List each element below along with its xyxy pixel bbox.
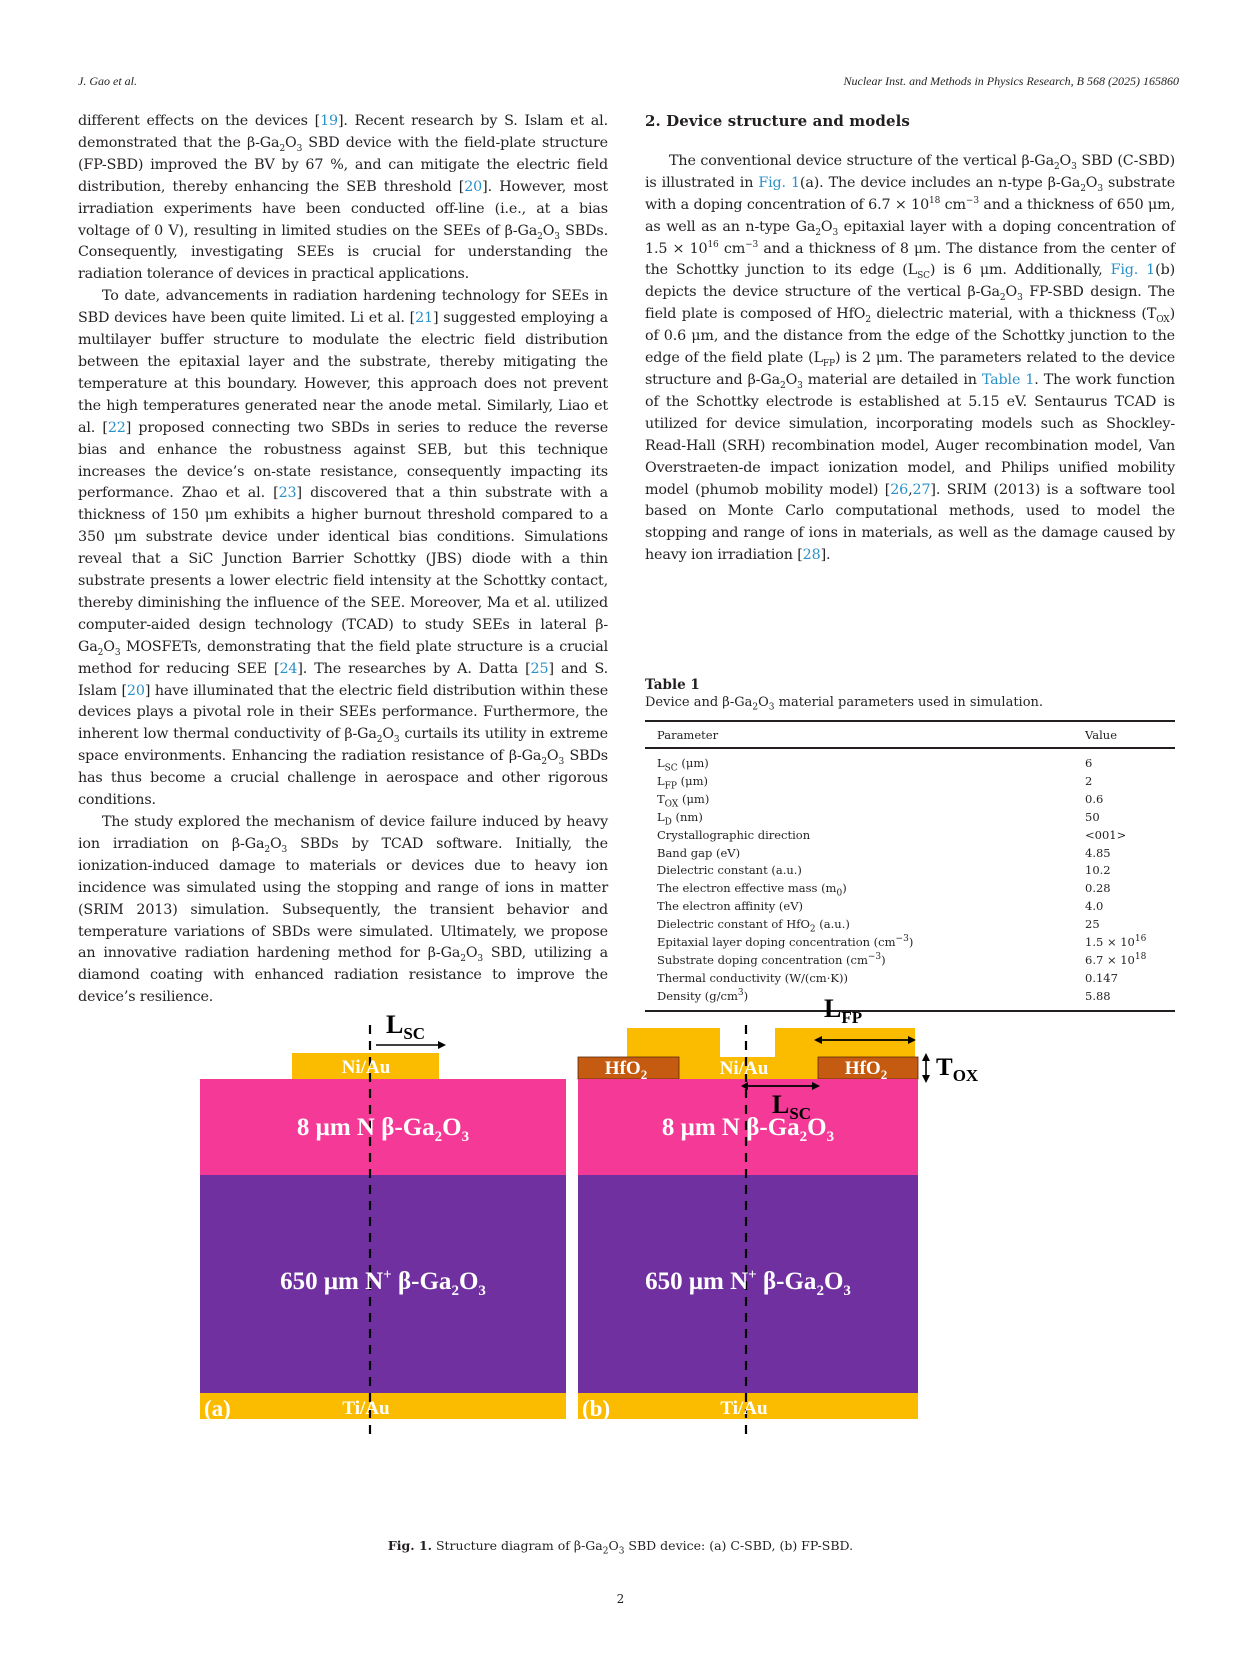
- left-column: [78, 111, 608, 1009]
- subscript: 2: [780, 380, 786, 391]
- value-text: 6.7 × 10: [1085, 952, 1135, 967]
- table-title: Table 1: [645, 677, 700, 693]
- table-header-row: [645, 721, 1175, 748]
- citation-link[interactable]: 19: [320, 113, 338, 129]
- text: material are detailed in: [802, 371, 982, 388]
- text: ] proposed connecting two SBDs in series to reduce the reverse bias and enhance the robustness against SEB, but this technique increases the device’s on-state resistance, consequently impacting its performance. Zhao et al. [: [78, 419, 609, 502]
- citation-link[interactable]: 20: [464, 178, 483, 195]
- text: (a). The device includes an n-type β-Ga: [799, 174, 1081, 191]
- oxide-right-label-b: HfO$_2$: [844, 1058, 888, 1082]
- table-caption: [645, 694, 1175, 712]
- text: (b) depicts the device structure of the vertical β-Ga: [645, 262, 1175, 301]
- subscript: 2: [999, 293, 1006, 304]
- subscript: 3: [1071, 161, 1077, 172]
- value-cell: [1073, 970, 1175, 988]
- panel-a: [200, 1010, 566, 1437]
- text: dielectric material, with a thickness (T: [870, 306, 1157, 323]
- substrate-label-b: 650 μm N+ $\beta-Ga_2O_3$: [645, 1267, 851, 1299]
- parameter-text: L: [657, 773, 665, 788]
- citation-link[interactable]: 24: [279, 660, 298, 677]
- panel-label-b: (b): [582, 1396, 611, 1421]
- text: cm: [718, 240, 746, 257]
- text: O: [465, 945, 478, 962]
- subscript: 3: [797, 380, 803, 391]
- parameter-text: Dielectric constant of HfO: [657, 917, 810, 932]
- subscript: 2: [97, 647, 104, 658]
- figure-link[interactable]: Fig. 1: [1110, 262, 1156, 279]
- parameter-unit: ): [842, 881, 847, 896]
- parameter-text: Epitaxial layer doping concentration (cm: [657, 935, 896, 950]
- text: O: [269, 835, 282, 852]
- parameter-unit: (μm): [678, 791, 710, 806]
- epi-label-a: 8 μm N $\beta-Ga_2O_3$: [296, 1114, 470, 1145]
- text: SBDs by TCAD software. Initially, the ionization-induced damage to materials or devices due to heavy ion incidence was simulated using the stopping and range of ions in matter (SRIM 2013) simulation. Subsequently, the transient behavior and temperature variations of SBDs were simulated. Ultimately, we propose an innovative radiation hardening method for β-Ga: [78, 835, 608, 962]
- subscript: 3: [832, 227, 839, 238]
- superscript: 16: [707, 239, 719, 250]
- parameter-unit: (μm): [677, 756, 709, 770]
- section-heading: 2. Device structure and models: [645, 112, 910, 130]
- superscript: −3: [867, 952, 882, 963]
- table-row: [645, 970, 1175, 988]
- subscript: 2: [537, 231, 543, 242]
- value-cell: [1073, 773, 1175, 791]
- arrow-head-icon: [438, 1041, 446, 1049]
- text: Device and β-Ga: [645, 695, 753, 710]
- table-row: [645, 952, 1175, 970]
- subscript: 2: [1080, 183, 1086, 194]
- text: ] suggested employing a multilayer buffer structure to modulate the electric field distribution between the epitaxial layer and the substrate, thereby mitigating the temperature at this boundary. However, this approach does not prevent the high temperatures generated near the anode metal. Similarly, Liao et al. [: [78, 310, 609, 436]
- column-header-value: Value: [1073, 721, 1175, 748]
- table-1: [645, 676, 1175, 1012]
- value-text: 10.2: [1085, 863, 1111, 878]
- parameter-cell: [645, 934, 1073, 952]
- subscript: FP: [664, 781, 677, 792]
- anode-label-b: Ni/Au: [719, 1058, 769, 1079]
- parameter-text: The electron affinity (eV): [657, 899, 804, 914]
- subscript: SC: [917, 271, 930, 282]
- lfp-label-b: $L_{FP}$: [824, 994, 863, 1027]
- subscript: 3: [281, 844, 288, 855]
- text: FP-SBD design. The field plate is composed of HfO: [645, 284, 1175, 323]
- subscript: OX: [1156, 315, 1170, 326]
- figure-label: Fig. 1.: [387, 1538, 432, 1553]
- parameter-cell: [645, 916, 1073, 934]
- value-cell: [1073, 952, 1175, 970]
- text: SBD (C-SBD) is illustrated in: [645, 152, 1175, 191]
- lsc-label-b: $L_{SC}$: [772, 1090, 812, 1123]
- value-text: 5.88: [1085, 988, 1111, 1003]
- value-cell: [1073, 916, 1175, 934]
- text: material parameters used in simulation.: [774, 695, 1044, 710]
- subscript: 3: [554, 231, 560, 242]
- subscript: 3: [1097, 183, 1103, 194]
- parameter-cell: [645, 748, 1073, 773]
- text: substrate with a doping concentration of 6.7 × 10: [645, 174, 1175, 213]
- parameter-text: L: [657, 756, 665, 770]
- parameter-cell: [645, 845, 1073, 863]
- value-text: <001>: [1085, 827, 1127, 842]
- parameter-cell: [645, 898, 1073, 916]
- citation-link[interactable]: 23: [278, 485, 297, 502]
- text: ]. Recent research by S. Islam et al. demonstrated that the β-Ga: [78, 113, 609, 151]
- panel-b: [578, 994, 979, 1437]
- anode-label-a: Ni/Au: [341, 1057, 391, 1078]
- text: ]. SRIM (2013) is a software tool based on Monte Carlo computational methods, used to model the stopping and range of ions in materials, as well as the damage caused by heavy ion irradiation [: [645, 481, 1175, 564]
- text: SBD device: (a) C-SBD, (b) FP-SBD.: [624, 1538, 854, 1553]
- table-row: [645, 898, 1175, 916]
- epi-label-b: 8 μm N $\beta-Ga_2O_3$: [661, 1114, 835, 1145]
- citation-link[interactable]: 26: [890, 481, 909, 498]
- subscript: 2: [809, 924, 816, 935]
- subscript: 2: [1053, 161, 1060, 172]
- right-column: [645, 111, 1175, 567]
- parameter-cell: [645, 862, 1073, 880]
- running-head-journal: Nuclear Inst. and Methods in Physics Research, B 568 (2025) 165860: [843, 74, 1179, 88]
- table-row: [645, 748, 1175, 773]
- text: O: [608, 1538, 619, 1553]
- subscript: FP: [822, 358, 835, 369]
- superscript: 3: [737, 987, 744, 998]
- text: O: [758, 695, 769, 710]
- text: ]. The researches by A. Datta [: [297, 660, 531, 677]
- subscript: 3: [296, 143, 303, 154]
- table-row: [645, 916, 1175, 934]
- superscript: −3: [965, 195, 979, 206]
- parameter-cell: [645, 952, 1073, 970]
- parameter-unit: (nm): [671, 809, 703, 824]
- value-text: 2: [1085, 773, 1093, 788]
- text: O: [1059, 152, 1072, 169]
- table-link[interactable]: Table 1: [981, 371, 1035, 388]
- table-row: [645, 845, 1175, 863]
- subscript: 2: [279, 143, 286, 154]
- subscript: 2: [752, 702, 759, 713]
- superscript: 16: [1134, 934, 1147, 945]
- table-row: [645, 934, 1175, 952]
- subscript: 2: [602, 1546, 609, 1557]
- arrow-head-icon: [922, 1075, 930, 1083]
- value-text: 4.85: [1085, 845, 1111, 860]
- text: O: [1005, 284, 1018, 301]
- value-text: 50: [1085, 809, 1100, 824]
- table-row: [645, 880, 1175, 898]
- figure-link[interactable]: Fig. 1: [758, 174, 800, 191]
- value-cell: [1073, 898, 1175, 916]
- subscript: 2: [541, 757, 547, 768]
- text: The conventional device structure of the vertical β-Ga: [669, 152, 1054, 169]
- parameter-text: Substrate doping concentration (cm: [657, 952, 868, 967]
- text: SBDs. Consequently, investigating SEEs is crucial for understanding the radiation tolerance of devices in practical applications.: [78, 222, 608, 283]
- value-cell: [1073, 845, 1175, 863]
- column-header-parameter: Parameter: [645, 721, 1073, 748]
- subscript: 2: [460, 954, 466, 965]
- parameter-cell: [645, 773, 1073, 791]
- text: MOSFETs, demonstrating that the field plate structure is a crucial method for reducing SEE [: [78, 638, 608, 677]
- text: O: [542, 222, 555, 239]
- text: Structure diagram of β-Ga: [432, 1538, 603, 1553]
- subscript: 2: [264, 844, 270, 855]
- citation-link[interactable]: 28: [802, 547, 821, 564]
- value-cell: [1073, 748, 1175, 773]
- parameter-cell: [645, 791, 1073, 809]
- parameter-cell: [645, 880, 1073, 898]
- subscript: 3: [477, 954, 483, 965]
- text: and a thickness of 8 μm. The distance from the center of the Schottky junction to its edge (L: [645, 240, 1175, 279]
- text: To date, advancements in radiation hardening technology for SEEs in SBD devices have been quite limited. Li et al. [: [78, 288, 608, 327]
- value-text: 0.28: [1085, 881, 1111, 896]
- value-cell: [1073, 827, 1175, 845]
- panel-label-a: (a): [204, 1396, 231, 1421]
- value-text: 1.5 × 10: [1085, 935, 1135, 950]
- cathode-label-b: Ti/Au: [720, 1398, 768, 1419]
- text: different effects on the devices [: [78, 113, 321, 129]
- subscript: 3: [618, 1546, 625, 1557]
- subscript: 3: [1017, 293, 1023, 304]
- parameter-text: T: [657, 791, 665, 806]
- tox-label-b: $T_{OX}$: [936, 1054, 979, 1085]
- value-cell: [1073, 791, 1175, 809]
- text: ) is 6 μm. Additionally,: [929, 262, 1111, 279]
- subscript: 3: [768, 702, 775, 713]
- lsc-label-a: $L_{SC}$: [386, 1010, 426, 1043]
- text: O: [546, 748, 559, 765]
- subscript: D: [664, 817, 672, 828]
- citation-link[interactable]: 20: [126, 682, 145, 699]
- subscript: 2: [865, 315, 871, 326]
- parameter-unit: ): [908, 935, 914, 950]
- parameter-cell: [645, 809, 1073, 827]
- substrate-label-a: 650 μm N+ $\beta-Ga_2O_3$: [280, 1267, 486, 1299]
- text: SBDs has thus become a crucial challenge in aerospace and other rigorous conditions.: [78, 748, 608, 809]
- figure-caption: [0, 1538, 1241, 1557]
- parameter-unit: ): [881, 952, 886, 967]
- parameter-text: Density (g/cm: [657, 988, 738, 1003]
- cathode-label-a: Ti/Au: [342, 1398, 390, 1419]
- parameter-unit: ): [743, 988, 749, 1003]
- text: O: [285, 134, 297, 151]
- superscript: −3: [745, 239, 759, 250]
- text: ] discovered that a thin substrate with a thickness of 150 μm exhibits a higher burnout threshold compared to a 350 μm substrate device under identical bias conditions. Simulations reveal that a SiC Junction Barrier Schottky (JBS) diode with a thin substrate presents a lower electric field intensity at the Schottky contact, thereby diminishing the influence of the SEE. Moreover, Ma et al. utilized computer-aided design technology (TCAD) to study SEEs in lateral β-Ga: [78, 485, 608, 655]
- parameter-text: Dielectric constant (a.u.): [657, 863, 802, 878]
- text: cm: [940, 196, 966, 213]
- subscript: 2: [376, 735, 383, 746]
- text: ) of 0.6 μm, and the distance from the edge of the Schottky junction to the edge of the field plate (L: [645, 306, 1175, 367]
- paragraph: [78, 812, 608, 1009]
- text: O: [785, 371, 798, 388]
- paragraph: [78, 286, 608, 812]
- subscript: 3: [393, 735, 400, 746]
- value-cell: [1073, 862, 1175, 880]
- text: ] and S. Islam [: [78, 660, 608, 699]
- text: O: [820, 218, 833, 235]
- text: SBD, utilizing a diamond coating with enhanced radiation resistance to improve the device’s resilience.: [78, 945, 608, 1006]
- running-head-authors: J. Gao et al.: [78, 74, 137, 88]
- subscript: OX: [664, 799, 679, 810]
- text: O: [103, 638, 115, 655]
- text: The study explored the mechanism of device failure induced by heavy ion irradiation on β-Ga: [78, 814, 608, 852]
- table-row: [645, 773, 1175, 791]
- table-row: [645, 988, 1175, 1011]
- value-text: 0.147: [1085, 970, 1118, 985]
- paragraph: [645, 151, 1175, 567]
- text: and a thickness of 650 μm, as well as an n-type Ga: [645, 196, 1175, 235]
- parameter-text: L: [657, 809, 665, 824]
- parameter-unit: (a.u.): [815, 917, 850, 932]
- subscript: 0: [836, 888, 843, 899]
- value-cell: [1073, 809, 1175, 827]
- citation-link[interactable]: 21: [415, 310, 433, 327]
- value-text: 25: [1085, 917, 1100, 932]
- superscript: 18: [929, 195, 941, 206]
- text: O: [382, 726, 394, 743]
- superscript: 18: [1134, 952, 1147, 963]
- citation-link[interactable]: 22: [107, 419, 126, 436]
- oxide-left-label-b: HfO$_2$: [604, 1058, 648, 1082]
- text: epitaxial layer with a doping concentration of 1.5 × 10: [645, 218, 1175, 257]
- text: ,: [908, 481, 913, 498]
- parameter-text: The electron effective mass (m: [657, 881, 837, 896]
- value-text: 4.0: [1085, 899, 1104, 914]
- value-text: 6: [1085, 756, 1093, 770]
- parameter-text: Crystallographic direction: [657, 827, 811, 842]
- table-row: [645, 827, 1175, 845]
- parameter-text: Band gap (eV): [657, 845, 741, 860]
- parameters-table: [645, 720, 1175, 1012]
- text: . The work function of the Schottky electrode is established at 5.15 eV. Sentaurus TCAD is utilized for device simulation, incorporating models such as Shockley-Read-Hall (SRH) recombination model, Auger recombination model, Van Overstraeten-de impact ionization model, and Philips unified mobility model (phumob mobility model) [: [645, 371, 1175, 498]
- text: ) is 2 μm. The parameters related to the device structure and β-Ga: [645, 350, 1175, 388]
- citation-link[interactable]: 27: [912, 481, 931, 498]
- table-row: [645, 862, 1175, 880]
- parameter-text: Thermal conductivity (W/(cm·K)): [657, 970, 848, 985]
- value-cell: [1073, 988, 1175, 1011]
- value-cell: [1073, 880, 1175, 898]
- text: ] have illuminated that the electric field distribution within these devices plays a pivotal role in their SEEs performance. Furthermore, the inherent low thermal conductivity of β-Ga: [78, 682, 608, 743]
- table-row: [645, 791, 1175, 809]
- text: ].: [820, 547, 831, 564]
- page-number: 2: [616, 1592, 625, 1606]
- text: O: [1085, 174, 1098, 191]
- text: curtails its utility in extreme space environments. Enhancing the radiation resistance of β-Ga: [78, 726, 608, 765]
- paragraph: [78, 111, 608, 286]
- subscript: SC: [664, 763, 678, 774]
- parameter-cell: [645, 970, 1073, 988]
- value-text: 0.6: [1085, 791, 1104, 806]
- text: SBD device with the field-plate structure (FP-SBD) improved the BV by 67 %, and can mitigate the electric field distribution, thereby enhancing the SEB threshold [: [78, 134, 608, 195]
- parameter-unit: (μm): [676, 773, 708, 788]
- subscript: 3: [558, 757, 565, 768]
- table-row: [645, 809, 1175, 827]
- citation-link[interactable]: 25: [530, 660, 549, 677]
- text: ]. However, most irradiation experiments have been conducted off-line (i.e., at a bias voltage of 0 V), resulting in limited studies on the SEEs of β-Ga: [78, 178, 608, 239]
- arrow-head-icon: [922, 1053, 930, 1061]
- subscript: 2: [815, 227, 821, 238]
- value-cell: [1073, 934, 1175, 952]
- superscript: −3: [895, 934, 909, 945]
- subscript: 3: [114, 647, 121, 658]
- parameter-cell: [645, 827, 1073, 845]
